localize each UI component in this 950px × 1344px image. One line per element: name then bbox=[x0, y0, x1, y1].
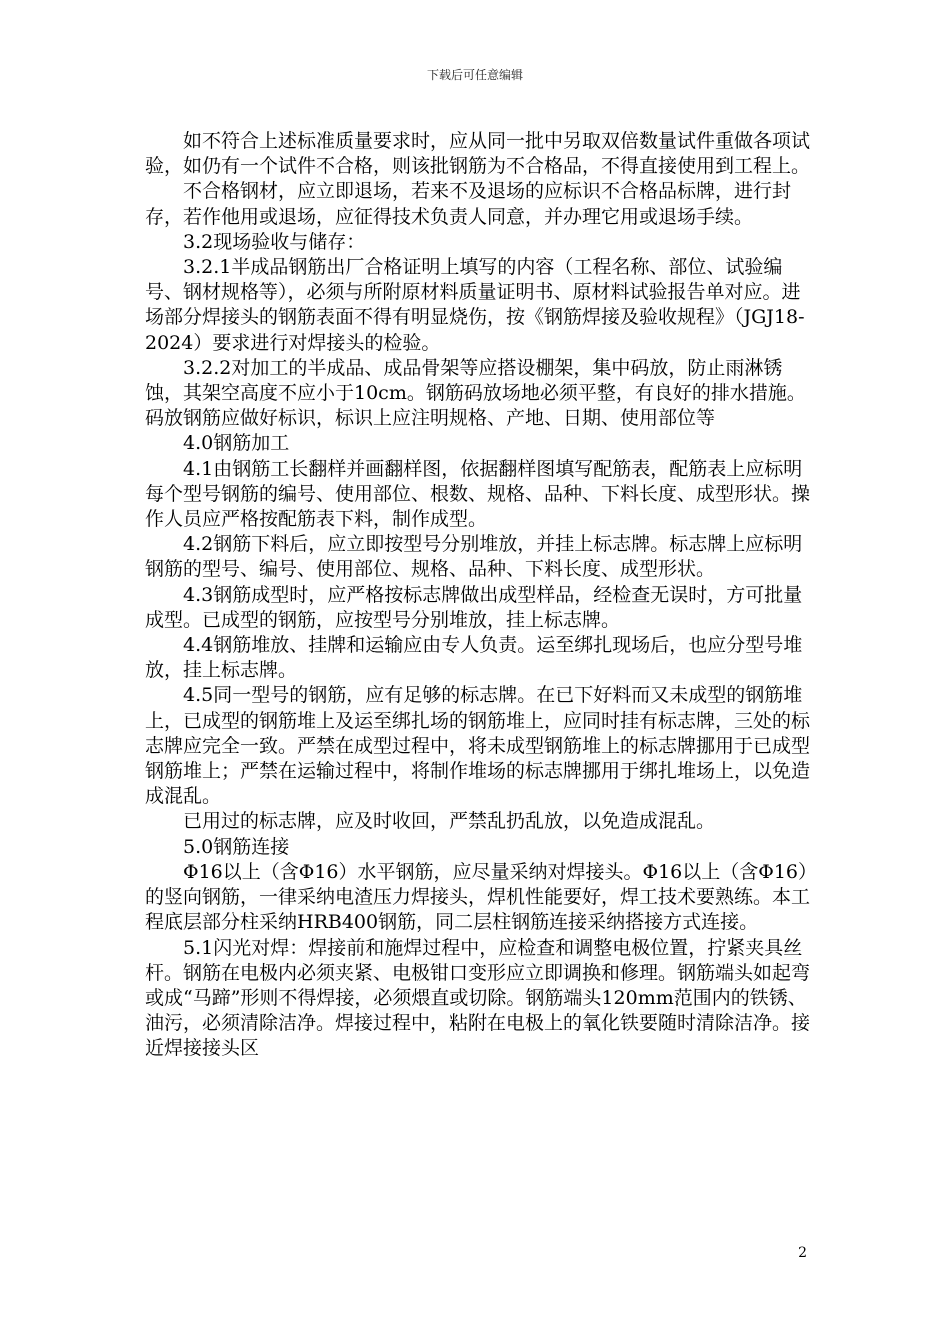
paragraph: 已用过的标志牌，应及时收回，严禁乱扔乱放，以免造成混乱。 bbox=[145, 810, 716, 833]
paragraph: 3.2.1半成品钢筋出厂合格证明上填写的内容（工程名称、部位、试验编号、钢材规格等），必须与所附原材料质量证明书、原材料试验报告单对应。进场部分焊接头的钢筋表面不得有明显烧伤，按《钢筋焊接及验收规程》（JGJ18-2024）要求进行对焊接头的检验。 bbox=[145, 256, 805, 354]
paragraph: 4.3钢筋成型时，应严格按标志牌做出成型样品，经检查无误时，方可批量成型。已成型的钢筋，应按型号分别堆放，挂上标志牌。 bbox=[145, 583, 803, 631]
document-body bbox=[145, 129, 813, 1062]
paragraph: 不合格钢材，应立即退场，若来不及退场的应标识不合格品标牌，进行封存，若作他用或退场，应征得技术负责人同意，并办理它用或退场手续。 bbox=[145, 180, 792, 228]
paragraph: 4.1由钢筋工长翻样并画翻样图，依据翻样图填写配筋表，配筋表上应标明每个型号钢筋的编号、使用部位、根数、规格、品种、下料长度、成型形状。操作人员应严格按配筋表下料，制作成型。 bbox=[145, 457, 811, 531]
paragraph: Φ16以上（含Φ16）水平钢筋，应尽量采纳对焊接头。Φ16以上（含Φ16）的竖向钢筋，一律采纳电渣压力焊接头，焊机性能要好，焊工技术要熟练。本工程底层部分柱采纳HRB400钢筋，同二层柱钢筋连接采纳搭接方式连接。 bbox=[145, 860, 811, 934]
section-heading: 5.0钢筋连接 bbox=[145, 835, 290, 858]
paragraph: 4.2钢筋下料后，应立即按型号分别堆放，并挂上标志牌。标志牌上应标明钢筋的型号、编号、使用部位、规格、品种、下料长度、成型形状。 bbox=[145, 533, 803, 581]
paragraph: 如不符合上述标准质量要求时，应从同一批中另取双倍数量试件重做各项试验，如仍有一个试件不合格，则该批钢筋为不合格品，不得直接使用到工程上。 bbox=[145, 130, 811, 178]
paragraph: 4.5同一型号的钢筋，应有足够的标志牌。在已下好料而又未成型的钢筋堆上，已成型的钢筋堆上及运至绑扎场的钢筋堆上，应同时挂有标志牌，三处的标志牌应完全一致。严禁在成型过程中，将未成型钢筋堆上的标志牌挪用于已成型钢筋堆上；严禁在运输过程中，将制作堆场的标志牌挪用于绑扎堆场上，以免造成混乱。 bbox=[145, 684, 811, 808]
paragraph: 4.4钢筋堆放、挂牌和运输应由专人负责。运至绑扎现场后，也应分型号堆放，挂上标志牌。 bbox=[145, 634, 803, 682]
page-header: 下载后可任意编辑 bbox=[426, 68, 523, 82]
paragraph: 5.1闪光对焊：焊接前和施焊过程中，应检查和调整电极位置，拧紧夹具丝杆。钢筋在电极内必须夹紧、电极钳口变形应立即调换和修理。钢筋端头如起弯或成“马蹄”形则不得焊接，必须煨直或切除。钢筋端头120mm范围内的铁锈、油污，必须清除洁净。焊接过程中，粘附在电极上的氧化铁要随时清除洁净。接近焊接接头区 bbox=[145, 936, 811, 1060]
section-heading: 4.0钢筋加工 bbox=[145, 432, 290, 455]
paragraph: 3.2现场验收与储存： bbox=[145, 230, 366, 253]
page-number: 2 bbox=[798, 1245, 807, 1261]
paragraph: 3.2.2对加工的半成品、成品骨架等应搭设棚架，集中码放，防止雨淋锈蚀，其架空高度不应小于10cm。钢筋码放场地必须平整，有良好的排水措施。码放钢筋应做好标识，标识上应注明规格、产地、日期、使用部位等 bbox=[145, 356, 806, 430]
